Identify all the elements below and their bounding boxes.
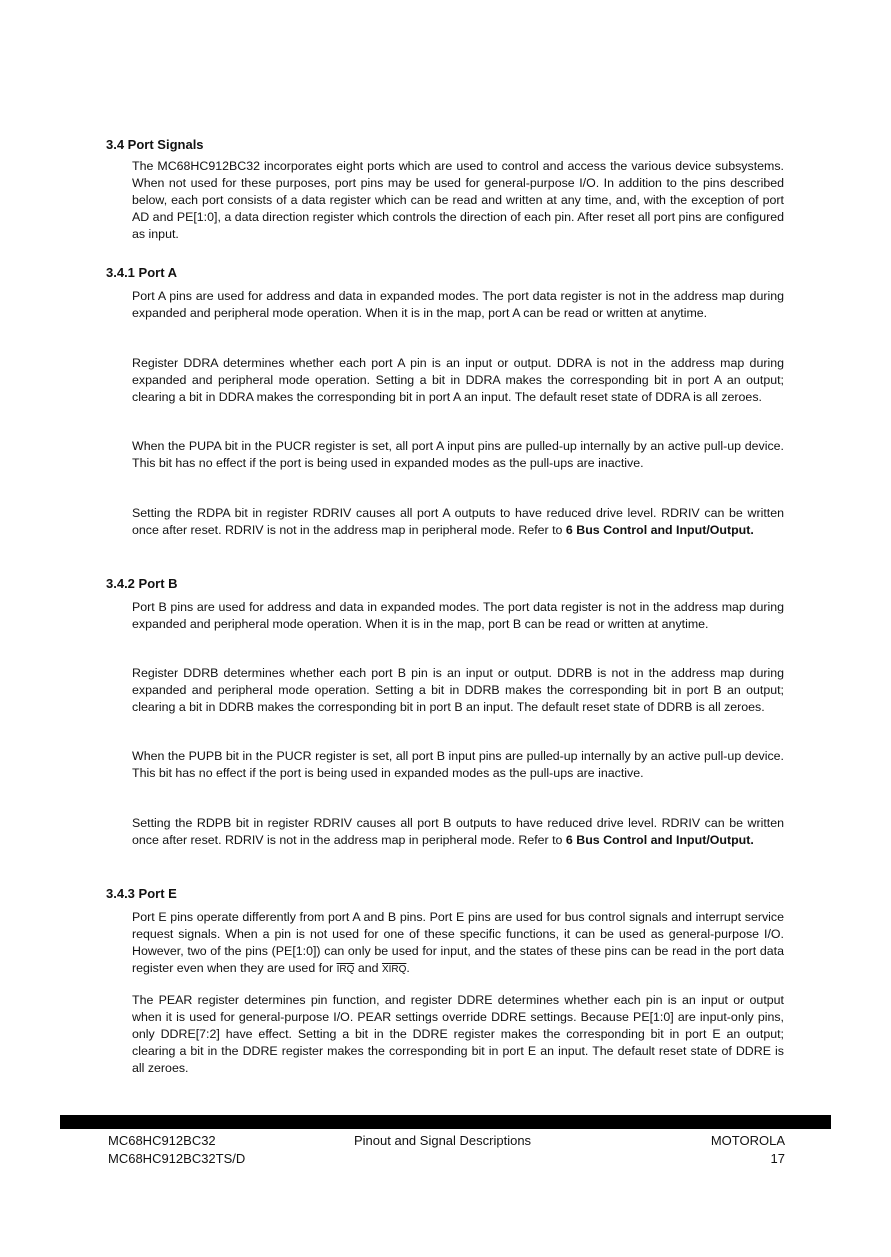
paragraph: The PEAR register determines pin function, and register DDRE determines whether each pin is an input or output when it is used for general-purpose I/O. PEAR settings override DDRE settings. Because PE[1:0] are input-only pins, only DDRE[7:2] have effect. Setting a bit in the DDRE register makes the corresponding bit in port E an output; clearing a bit in the DDRE register makes the corresponding bit in port E an input. The default reset state of DDRE is all zeroes. <box>132 993 784 1075</box>
signal-xirq: XIRQ <box>381 964 407 975</box>
footer-chapter-title: Pinout and Signal Descriptions <box>354 1133 532 1148</box>
paragraph: Port B pins are used for address and data in expanded modes. The port data register is not in the address map during expanded and peripheral mode operation. When it is in the map, port B can be read or written at anytime. <box>132 600 784 631</box>
paragraph: The MC68HC912BC32 incorporates eight ports which are used to control and access the various device subsystems. When not used for these purposes, port pins may be used for general-purpose I/O. In addition to the pins described below, each port consists of a data register which can be read and written at any time, and, with the exception of port AD and PE[1:0], a data direction register which controls the direction of each pin. After reset all port pins are configured as input. <box>132 159 784 241</box>
section-heading-port-signals: 3.4 Port Signals <box>106 137 204 152</box>
paragraph: Register DDRA determines whether each port A pin is an input or output. DDRA is not in the address map during expanded and peripheral mode operation. Setting a bit in DDRA makes the corresponding bit in port A an output; clearing a bit in DDRA makes the corresponding bit in port A an input. The default reset state of DDRA is all zeroes. <box>132 356 784 404</box>
paragraph <box>132 505 784 539</box>
section-heading-port-b: 3.4.2 Port B <box>106 576 178 591</box>
paragraph: Port E pins operate differently from port A and B pins. Port E pins are used for bus control signals and interrupt service request signals. When a pin is not used for one of these specific functions, it can be used as general-purpose I/O. However, two of the pins (PE[1:0]) can only be used for input, and the states of these pins can be read in the port data register even when they are used for $\overline{IRQ}$ and XIRQ. <box>132 910 784 975</box>
paragraph: When the PUPA bit in the PUCR register is set, all port A input pins are pulled-up internally by an active pull-up device. This bit has no effect if the port is being used in expanded modes as the pull-ups are inactive. <box>132 439 784 470</box>
footer-rule <box>60 1115 831 1129</box>
cross-reference: 6 Bus Control and Input/Output. <box>565 523 754 537</box>
footer-page-number: 17 <box>770 1151 785 1166</box>
section-heading-port-a: 3.4.1 Port A <box>106 265 178 280</box>
paragraph-text: Setting the RDPB bit in register RDRIV causes all port B outputs to have reduced drive level. RDRIV can be written once after reset. RDRIV is not in the address map in peripheral mode. Refer to <box>132 816 784 847</box>
cross-reference: 6 Bus Control and Input/Output. <box>565 833 754 847</box>
paragraph-text: Port E pins operate differently from port A and B pins. Port E pins are used for bus control signals and interrupt service request signals. When a pin is not used for one of these specific functions, it can be used as general-purpose I/O. However, two of the pins (PE[1:0]) can only be used for input, and the states of these pins can be read in the port data register even when they are used for <box>132 910 784 975</box>
paragraph <box>132 815 784 849</box>
footer-company: MOTOROLA <box>710 1133 785 1148</box>
paragraph: When the PUPB bit in the PUCR register is set, all port B input pins are pulled-up internally by an active pull-up device. This bit has no effect if the port is being used in expanded modes as the pull-ups are inactive. <box>132 749 784 780</box>
footer-document-number: MC68HC912BC32TS/D <box>108 1151 246 1166</box>
footer-part-number: MC68HC912BC32 <box>108 1133 216 1148</box>
section-heading-port-e: 3.4.3 Port E <box>106 886 177 901</box>
paragraph: Port A pins are used for address and data in expanded modes. The port data register is not in the address map during expanded and peripheral mode operation. When it is in the map, port A can be read or written at anytime. <box>132 289 784 320</box>
signal-irq: $\overline{IRQ}$ <box>336 964 355 975</box>
conjunction: and <box>357 961 379 975</box>
paragraph-text: Setting the RDPA bit in register RDRIV causes all port A outputs to have reduced drive level. RDRIV can be written once after reset. RDRIV is not in the address map in peripheral mode. Refer to <box>132 506 784 537</box>
paragraph: Register DDRB determines whether each port B pin is an input or output. DDRB is not in the address map during expanded and peripheral mode operation. Setting a bit in DDRB makes the corresponding bit in port B an output; clearing a bit in DDRB makes the corresponding bit in port B an input. The default reset state of DDRB is all zeroes. <box>132 666 784 714</box>
